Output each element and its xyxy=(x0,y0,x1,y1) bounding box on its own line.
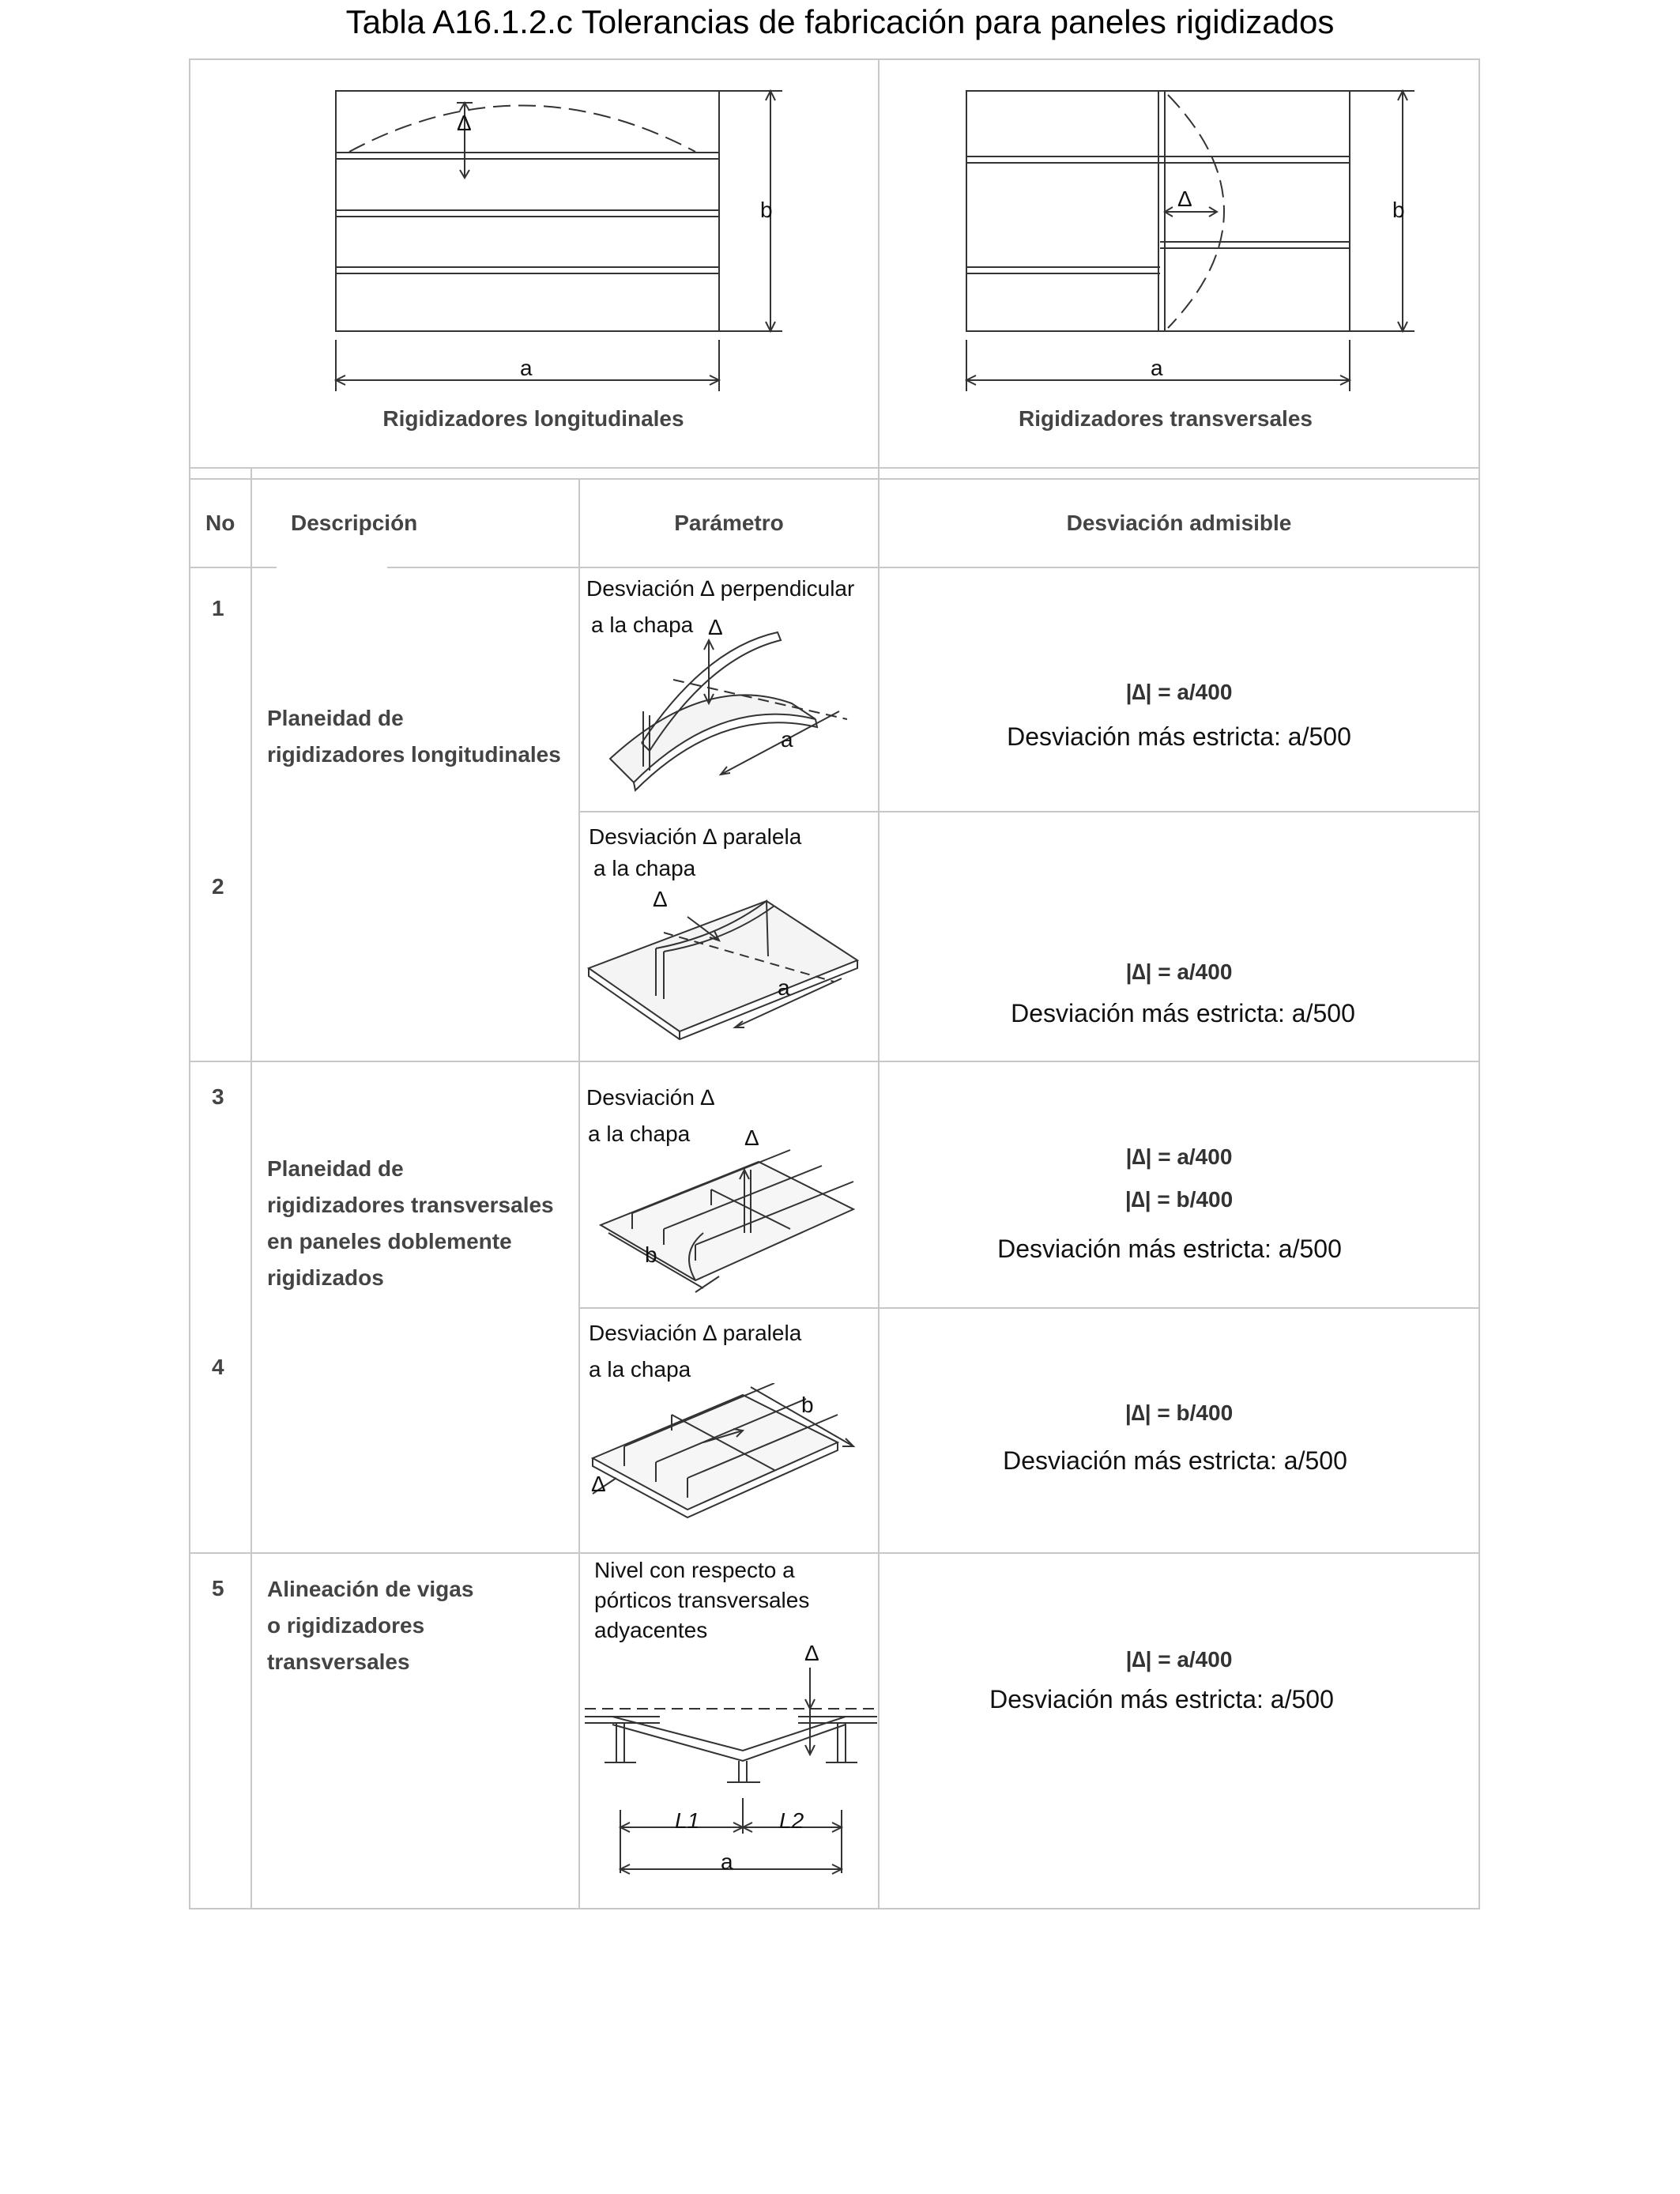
longitudinal-stiffeners-figure xyxy=(316,79,806,395)
delta-label: Δ xyxy=(708,615,723,639)
row-number: 4 xyxy=(212,1355,224,1379)
double-stiffened-deviation-sketch xyxy=(585,1146,869,1304)
double-stiffened-parallel-sketch xyxy=(585,1383,869,1533)
description-group-2: Planeidad de rigidizadores transversales en paneles doblemente rigidizados xyxy=(267,1156,554,1290)
deflection-curve xyxy=(349,106,695,153)
dim-a-label: a xyxy=(1151,356,1163,380)
delta-label: Δ xyxy=(804,1641,819,1665)
dim-b-label: b xyxy=(801,1393,814,1417)
strict-deviation: Desviación más estricta: a/500 xyxy=(1011,999,1355,1027)
parallel-deviation-sketch xyxy=(585,885,869,1043)
strict-deviation: Desviación más estricta: a/500 xyxy=(1007,722,1351,751)
parameter-text: Desviación ∆ perpendicular a la chapa xyxy=(586,576,855,637)
parameter-text: Desviación ∆ a la chapa xyxy=(586,1085,714,1146)
formula: |∆| = a/400 xyxy=(1125,959,1233,984)
transverse-stiffeners-figure xyxy=(948,79,1438,395)
formula: |∆| = b/400 xyxy=(1124,1187,1234,1212)
dim-a-label: a xyxy=(778,975,790,1000)
row-number: 3 xyxy=(212,1084,224,1109)
left-figure-caption: Rigidizadores longitudinales xyxy=(382,406,684,431)
delta-label: Δ xyxy=(1177,187,1192,211)
delta-label: Δ xyxy=(591,1472,606,1496)
parameter-text: Desviación ∆ paralela a la chapa xyxy=(589,824,802,880)
row-number: 2 xyxy=(212,874,224,899)
strict-deviation: Desviación más estricta: a/500 xyxy=(989,1685,1334,1713)
dim-b-label: b xyxy=(760,198,773,222)
delta-label: Δ xyxy=(457,111,472,135)
strict-deviation: Desviación más estricta: a/500 xyxy=(1003,1446,1347,1475)
parameter-text: Desviación ∆ paralela a la chapa xyxy=(589,1321,802,1382)
header-desviacion: Desviación admisible xyxy=(1066,511,1292,535)
header-parametro: Parámetro xyxy=(674,511,784,535)
formula: |∆| = a/400 xyxy=(1125,1144,1233,1169)
right-figure-caption: Rigidizadores transversales xyxy=(1019,406,1313,431)
formula: |∆| = a/400 xyxy=(1125,680,1233,704)
L2-label: L2 xyxy=(779,1808,804,1833)
header-no: No xyxy=(205,511,235,535)
row-number: 1 xyxy=(212,596,224,620)
formula: |∆| = a/400 xyxy=(1125,1647,1233,1672)
dim-b-label: b xyxy=(645,1242,657,1267)
page-title: Tabla A16.1.2.c Tolerancias de fabricación para paneles rigidizados xyxy=(345,3,1335,40)
description-group-1: Planeidad de rigidizadores longitudinales xyxy=(267,706,561,767)
dim-a-label: a xyxy=(520,356,533,380)
L1-label: L1 xyxy=(675,1808,700,1833)
row-number: 5 xyxy=(212,1576,224,1600)
strict-deviation: Desviación más estricta: a/500 xyxy=(997,1235,1342,1263)
description-group-3: Alineación de vigas o rigidizadores transversales xyxy=(267,1577,474,1674)
formula: |∆| = b/400 xyxy=(1124,1400,1234,1425)
delta-label: Δ xyxy=(744,1125,759,1150)
perpendicular-deviation-sketch xyxy=(594,616,863,806)
dim-a-label: a xyxy=(721,1849,733,1874)
header-descripcion: Descripción xyxy=(291,511,418,535)
dim-a-label: a xyxy=(781,727,793,752)
parameter-text: Nivel con respecto a pórticos transversales adyacentes xyxy=(594,1558,810,1642)
delta-label: Δ xyxy=(653,887,668,911)
dim-b-label: b xyxy=(1392,198,1405,222)
